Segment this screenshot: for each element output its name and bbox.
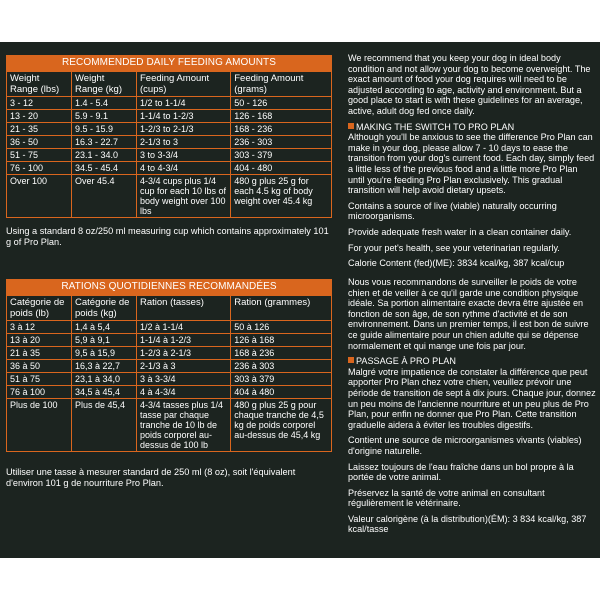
english-text-column [348, 53, 596, 274]
english-table-title: RECOMMENDED DAILY FEEDING AMOUNTS [6, 55, 332, 71]
column-header: Weight Range (kg) [72, 72, 137, 97]
table-cell: 23,1 à 34,0 [72, 373, 137, 386]
french-feeding-table [6, 279, 332, 452]
table-cell: 1/2 to 1-1/4 [137, 97, 231, 110]
table-cell: 36 - 50 [7, 136, 72, 149]
table-cell: 1-1/4 to 1-2/3 [137, 110, 231, 123]
table-cell: 9,5 à 15,9 [72, 347, 137, 360]
english-measuring-note: Using a standard 8 oz/250 ml measuring cup which contains approximately 101 g of Pro Plan. [6, 226, 329, 247]
table-cell: 36 à 50 [7, 360, 72, 373]
column-header: Catégorie de poids (lb) [7, 296, 72, 321]
table-cell: 13 à 20 [7, 334, 72, 347]
column-header: Feeding Amount (grams) [231, 72, 332, 97]
table-cell: 126 à 168 [231, 334, 332, 347]
table-cell: 3 to 3-3/4 [137, 149, 231, 162]
table-cell: 3 à 3-3/4 [137, 373, 231, 386]
table-cell: 13 - 20 [7, 110, 72, 123]
table-header-row [7, 72, 332, 97]
table-cell: 50 à 126 [231, 321, 332, 334]
french-extra-1: Contient une source de microorganismes vivants (viables) d'origine naturelle. [348, 435, 582, 456]
table-cell: 1,4 à 5,4 [72, 321, 137, 334]
table-cell: 236 à 303 [231, 360, 332, 373]
english-switch-text: Although you'll be anxious to see the difference Pro Plan can make in your dog, please allow 7 - 10 days to ease the transition from your dog's current food. Each day, simply feed a little less of the previous food and a little more Pro Plan until you're feeding Pro Plan exclusively. This gradual transition will help avoid dietary upsets. [348, 132, 595, 196]
table-cell: 480 g plus 25 g for each 4.5 kg of body weight over 45.4 kg [231, 175, 332, 218]
column-header: Weight Range (lbs) [7, 72, 72, 97]
table-cell: 1.4 - 5.4 [72, 97, 137, 110]
table-cell: 303 à 379 [231, 373, 332, 386]
column-header: Ration (tasses) [137, 296, 231, 321]
english-extra-1: Contains a source of live (viable) naturally occurring microorganisms. [348, 200, 557, 222]
table-cell: 404 - 480 [231, 162, 332, 175]
table-cell: 51 - 75 [7, 149, 72, 162]
table-row [7, 334, 332, 347]
french-extra-3: Préservez la santé de votre animal en consultant régulièrement le vétérinaire. [348, 487, 545, 509]
table-cell: 5,9 à 9,1 [72, 334, 137, 347]
table-cell: 236 - 303 [231, 136, 332, 149]
table-cell: 4 to 4-3/4 [137, 162, 231, 175]
table-cell: 4-3/4 tasses plus 1/4 tasse par chaque tranche de 10 lb de poids corporel au-dessus de 100 lb [137, 399, 231, 452]
french-extra-2: Laissez toujours de l'eau fraîche dans un bol propre à la portée de votre animal. [348, 461, 574, 483]
table-cell: 3 - 12 [7, 97, 72, 110]
table-cell: Plus de 45,4 [72, 399, 137, 452]
table-row [7, 399, 332, 452]
table-cell: 16.3 - 22.7 [72, 136, 137, 149]
table-row [7, 162, 332, 175]
table-cell: 76 - 100 [7, 162, 72, 175]
french-calorie-content: Valeur calorigène (à la distribution)(ÉM): 3 834 kcal/kg, 387 kcal/tasse [348, 513, 587, 535]
table-row [7, 136, 332, 149]
table-row [7, 175, 332, 218]
french-text-column [348, 277, 596, 540]
table-cell: 34.5 - 45.4 [72, 162, 137, 175]
bullet-square-icon [348, 357, 354, 363]
table-cell: 404 à 480 [231, 386, 332, 399]
table-cell: 1-1/4 à 1-2/3 [137, 334, 231, 347]
french-measuring-note: Utiliser une tasse à mesurer standard de 250 ml (8 oz), soit l'équivalent d'environ 101 g de nourriture Pro Plan. [6, 467, 296, 488]
table-cell: 50 - 126 [231, 97, 332, 110]
table-row [7, 123, 332, 136]
table-cell: 126 - 168 [231, 110, 332, 123]
english-intro: We recommend that you keep your dog in ideal body condition and not allow your dog to become overweight. The exact amount of food your dog requires will need to be adjusted according to age, activity and environment. But a good place to start is with these guidelines for an average, active, adult dog fed once daily. [348, 53, 591, 116]
table-cell: 2-1/3 to 3 [137, 136, 231, 149]
table-header-row [7, 296, 332, 321]
table-cell: 51 à 75 [7, 373, 72, 386]
table-cell: 303 - 379 [231, 149, 332, 162]
english-extra-2: Provide adequate fresh water in a clean container daily. [348, 226, 572, 237]
table-cell: 1-2/3 à 2-1/3 [137, 347, 231, 360]
french-table-title: RATIONS QUOTIDIENNES RECOMMANDÉES [6, 279, 332, 295]
table-cell: 3 à 12 [7, 321, 72, 334]
table-cell: 168 - 236 [231, 123, 332, 136]
table-cell: Over 45.4 [72, 175, 137, 218]
table-cell: 1/2 à 1-1/4 [137, 321, 231, 334]
table-cell: 21 - 35 [7, 123, 72, 136]
table-cell: 9.5 - 15.9 [72, 123, 137, 136]
column-header: Catégorie de poids (kg) [72, 296, 137, 321]
table-cell: Over 100 [7, 175, 72, 218]
column-header: Ration (grammes) [231, 296, 332, 321]
english-calorie-content: Calorie Content (fed)(ME): 3834 kcal/kg, 387 kcal/cup [348, 258, 565, 269]
table-row [7, 386, 332, 399]
table-cell: 1-2/3 to 2-1/3 [137, 123, 231, 136]
table-cell: 2-1/3 à 3 [137, 360, 231, 373]
table-row [7, 360, 332, 373]
table-cell: 168 à 236 [231, 347, 332, 360]
french-switch-heading: PASSAGE À PRO PLAN [348, 356, 596, 367]
table-row [7, 347, 332, 360]
table-row [7, 110, 332, 123]
table-cell: 23.1 - 34.0 [72, 149, 137, 162]
english-switch-heading: MAKING THE SWITCH TO PRO PLAN [348, 122, 596, 133]
french-switch-text: Malgré votre impatience de constater la différence que peut apporter Pro Plan chez votre chien, veuillez prévoir une période de transition de sept à dix jours. Chaque jour, donnez un peu moins de l'ancienne nourriture et un peu plus de Pro Plan, pour enfin ne donner que Pro Plan. Cette transition graduelle aidera à éviter les troubles digestifs. [348, 366, 596, 430]
table-row [7, 321, 332, 334]
table-cell: 76 à 100 [7, 386, 72, 399]
table-cell: 480 g plus 25 g pour chaque tranche de 4,5 kg de poids corporel au-dessus de 45,4 kg [231, 399, 332, 452]
table-cell: 21 à 35 [7, 347, 72, 360]
bullet-square-icon [348, 123, 354, 129]
table-cell: 4 à 4-3/4 [137, 386, 231, 399]
table-row [7, 97, 332, 110]
table-cell: 5.9 - 9.1 [72, 110, 137, 123]
table-cell: 16,3 à 22,7 [72, 360, 137, 373]
english-feeding-table [6, 55, 332, 218]
english-extra-3: For your pet's health, see your veterinarian regularly. [348, 242, 560, 253]
table-cell: Plus de 100 [7, 399, 72, 452]
table-cell: 34,5 à 45,4 [72, 386, 137, 399]
french-intro: Nous vous recommandons de surveiller le poids de votre chien et de veiller à ce qu'il garde une condition physique idéale. Sa portion alimentaire exacte devra être ajustée en fonction de son âge, de son rythme d'activité et de son environnement. Dans un premier temps, il est bon de suivre ce guide alimentaire pour un chien adulte qui se dépense normalement et qui mange une fois par jour. [348, 277, 589, 351]
table-row [7, 149, 332, 162]
column-header: Feeding Amount (cups) [137, 72, 231, 97]
table-row [7, 373, 332, 386]
table-cell: 4-3/4 cups plus 1/4 cup for each 10 lbs of body weight over 100 lbs [137, 175, 231, 218]
